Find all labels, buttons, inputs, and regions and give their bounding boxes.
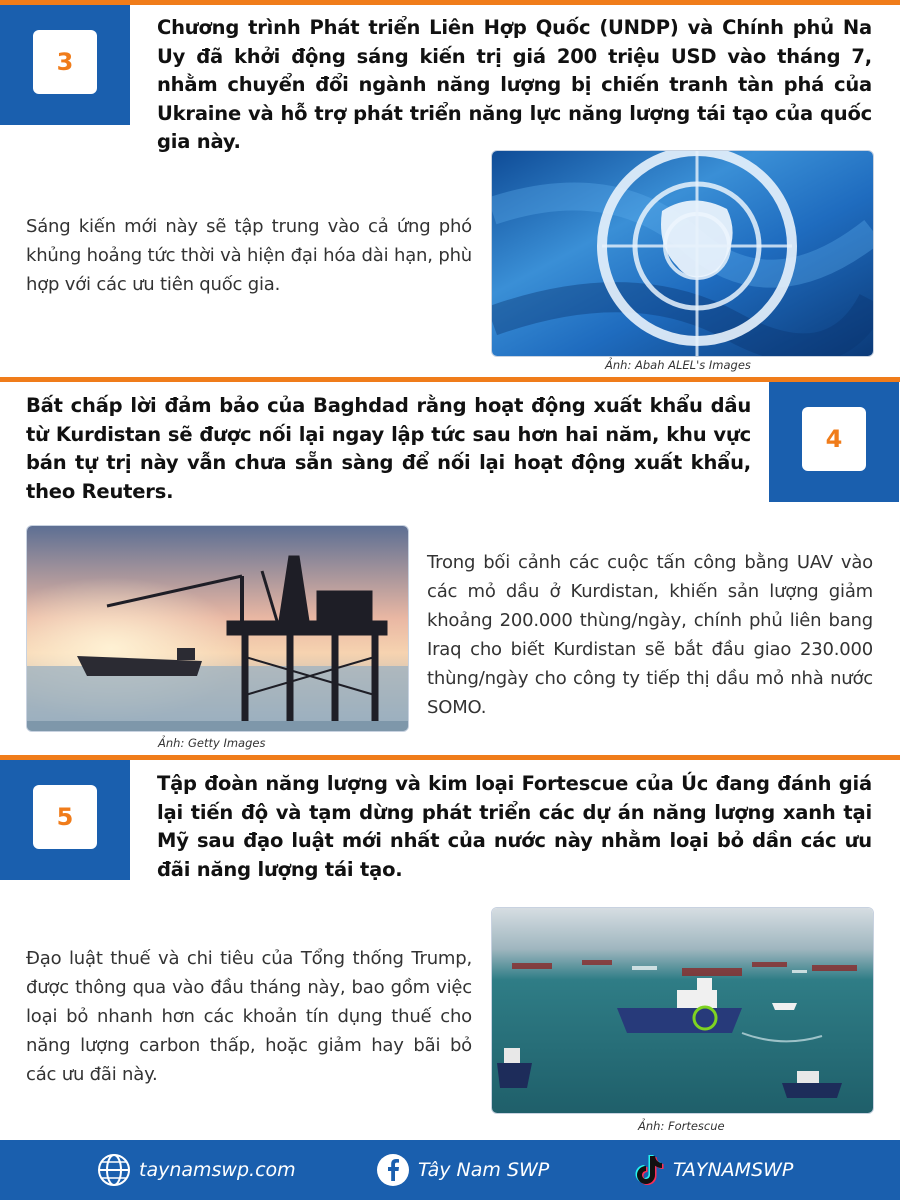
footer-website-text: taynamswp.com bbox=[139, 1159, 296, 1181]
section-body: Đạo luật thuế và chi tiêu của Tổng thống Trump, được thông qua vào đầu tháng này, bao gồm việc loại bỏ nhanh hơn các khoản tín dụng thuế cho năng lượng carbon thấp, hoặc giảm hay bãi bỏ các ưu đãi này. bbox=[26, 948, 472, 1085]
footer-bar bbox=[0, 1140, 900, 1200]
un-flag-photo bbox=[491, 150, 874, 357]
footer-tiktok-text: TAYNAMSWP bbox=[673, 1159, 794, 1181]
harbor-ships-photo bbox=[491, 907, 874, 1114]
photo-caption: Ảnh: Fortescue bbox=[638, 1119, 725, 1133]
section-divider bbox=[0, 377, 900, 382]
section-divider bbox=[0, 0, 900, 5]
section-divider bbox=[0, 755, 900, 760]
section-number: 5 bbox=[33, 785, 97, 849]
photo-caption: Ảnh: Abah ALEL's Images bbox=[605, 358, 751, 372]
oil-rig-photo bbox=[26, 525, 409, 732]
section-headline: Chương trình Phát triển Liên Hợp Quốc (UNDP) và Chính phủ Na Uy đã khởi động sáng kiến trị giá 200 triệu USD vào tháng 7, nhằm chuyển đổi ngành năng lượng bị chiến tranh tàn phá của Ukraine và hỗ trợ phát triển năng lực năng lượng tái tạo của quốc gia này. bbox=[157, 16, 872, 153]
footer-tiktok[interactable] bbox=[633, 1140, 793, 1200]
section-headline: Tập đoàn năng lượng và kim loại Fortescue của Úc đang đánh giá lại tiến độ và tạm dừng phát triển các dự án năng lượng xanh tại Mỹ sau đạo luật mới nhất của nước này nhằm loại bỏ dần các ưu đãi năng lượng tái tạo. bbox=[157, 772, 872, 881]
section-headline: Bất chấp lời đảm bảo của Baghdad rằng hoạt động xuất khẩu dầu từ Kurdistan sẽ được nối lại ngay lập tức sau hơn hai năm, khu vực bán tự trị này vẫn chưa sẵn sàng để nối lại hoạt động xuất khẩu, theo Reuters. bbox=[26, 394, 751, 503]
section-body: Sáng kiến mới này sẽ tập trung vào cả ứng phó khủng hoảng tức thời và hiện đại hóa dài hạn, phù hợp với các ưu tiên quốc gia. bbox=[26, 216, 472, 295]
section-number-block bbox=[769, 382, 899, 502]
section-number-block bbox=[0, 760, 130, 880]
section-number: 3 bbox=[33, 30, 97, 94]
footer-facebook-text: Tây Nam SWP bbox=[418, 1159, 550, 1181]
section-number: 4 bbox=[802, 407, 866, 471]
section-number-block bbox=[0, 5, 130, 125]
footer-facebook[interactable] bbox=[376, 1140, 549, 1200]
globe-icon bbox=[97, 1153, 131, 1187]
photo-caption: Ảnh: Getty Images bbox=[158, 736, 266, 750]
tiktok-icon bbox=[633, 1153, 665, 1187]
section-body: Trong bối cảnh các cuộc tấn công bằng UAV vào các mỏ dầu ở Kurdistan, khiến sản lượng giảm khoảng 200.000 thùng/ngày, chính phủ liên bang Iraq cho biết Kurdistan sẽ bắt đầu giao 230.000 thùng/ngày cho công ty tiếp thị dầu mỏ nhà nước SOMO. bbox=[427, 552, 873, 718]
facebook-icon bbox=[376, 1153, 410, 1187]
footer-website[interactable] bbox=[97, 1140, 296, 1200]
